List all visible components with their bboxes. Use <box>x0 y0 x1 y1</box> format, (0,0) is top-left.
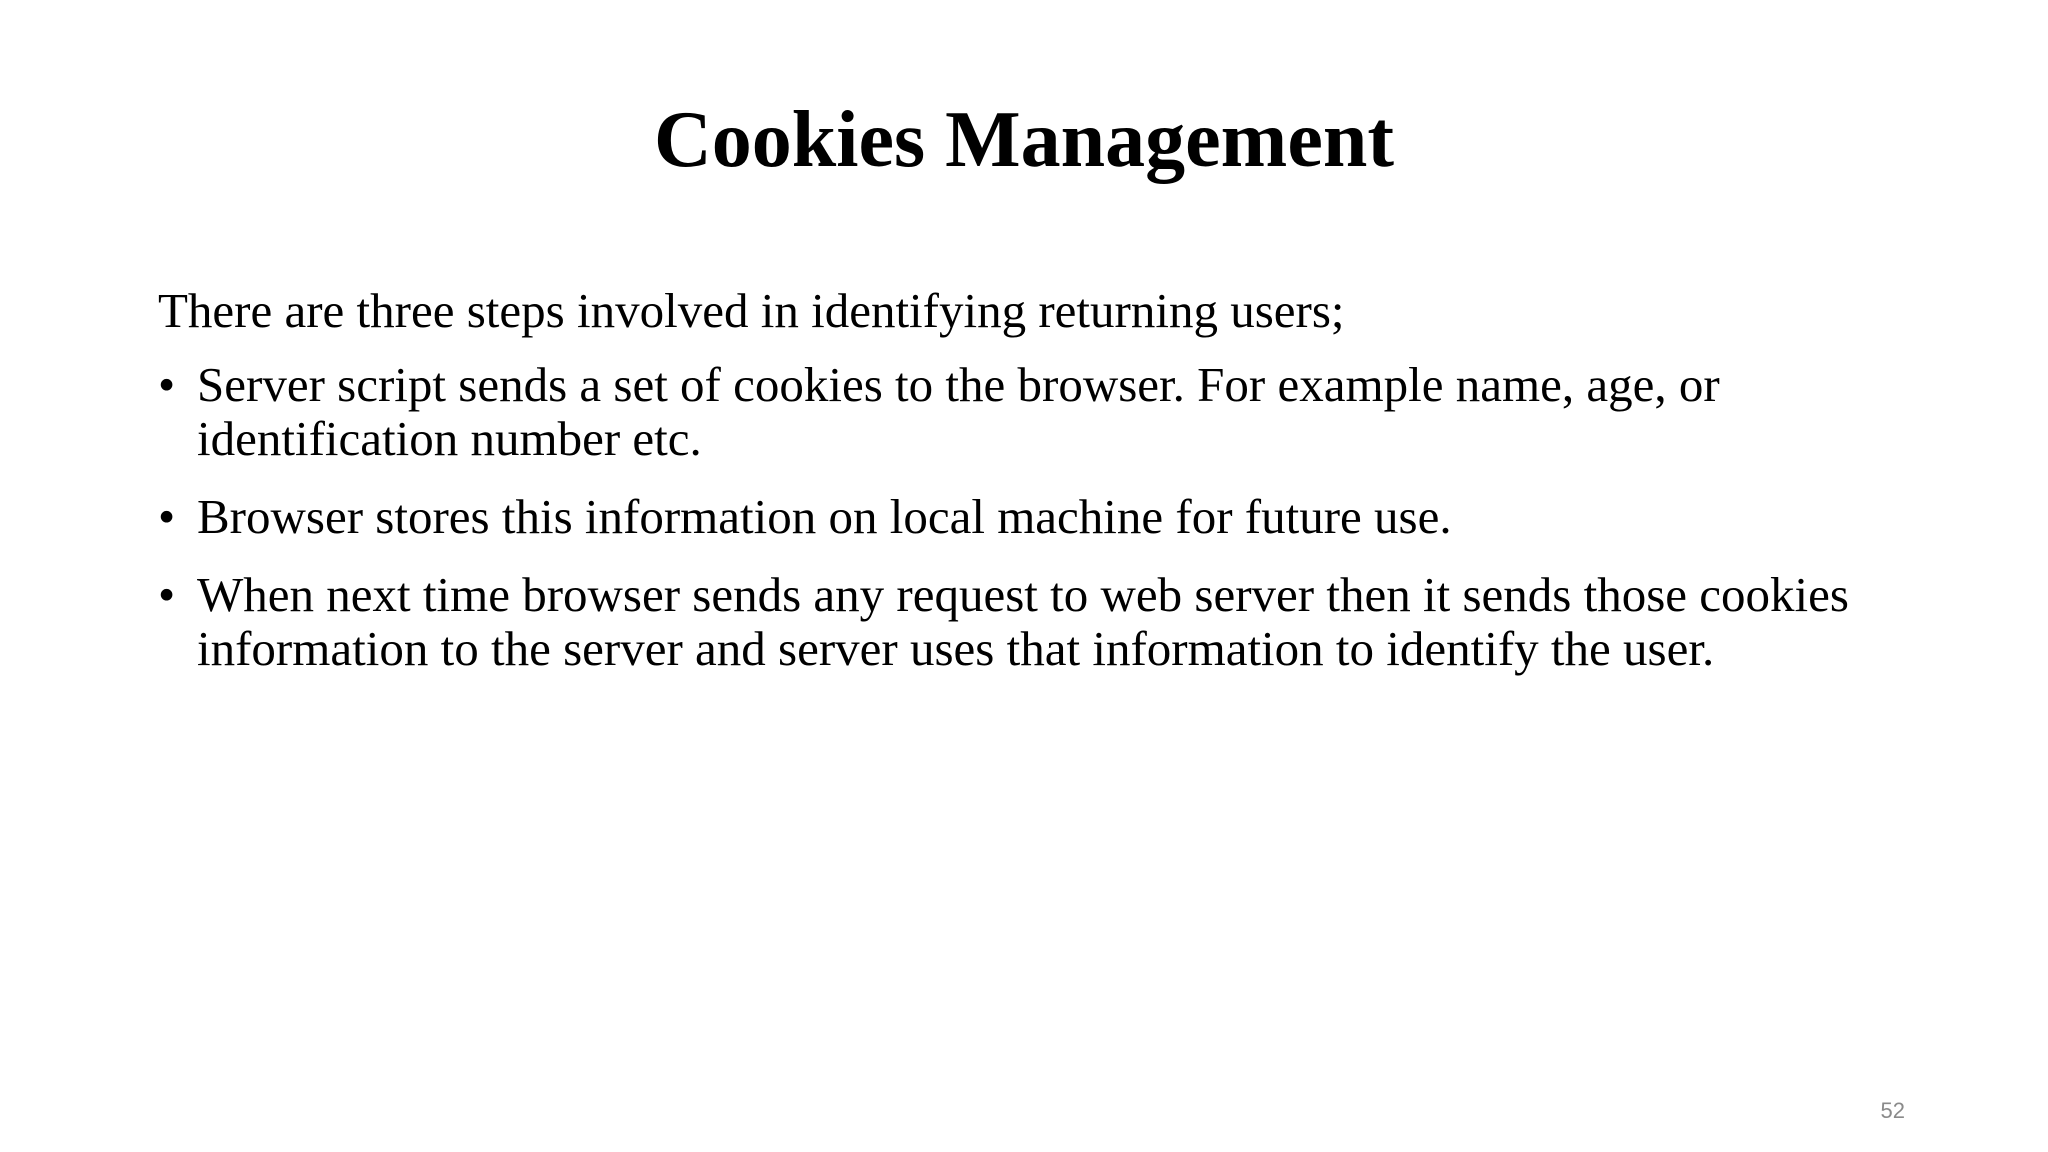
bullet-dot-icon: • <box>158 567 176 622</box>
bullet-item <box>158 568 1898 676</box>
intro-text: There are three steps involved in identifying returning users; <box>158 283 1345 338</box>
bullet-text: Browser stores this information on local machine for future use. <box>197 489 1452 544</box>
bullet-item <box>158 490 1898 544</box>
bullet-dot-icon: • <box>158 489 176 544</box>
page-number: 52 <box>1880 1098 1905 1123</box>
slide-title: Cookies Management <box>654 96 1394 184</box>
slide-body <box>158 284 1898 700</box>
bullet-list <box>158 358 1898 676</box>
bullet-text: When next time browser sends any request to web server then it sends those cookies information to the server and server uses that information to identify the user. <box>197 567 1849 676</box>
bullet-item <box>158 358 1898 466</box>
bullet-text: Server script sends a set of cookies to the browser. For example name, age, or identification number etc. <box>197 357 1720 466</box>
bullet-dot-icon: • <box>158 357 176 412</box>
